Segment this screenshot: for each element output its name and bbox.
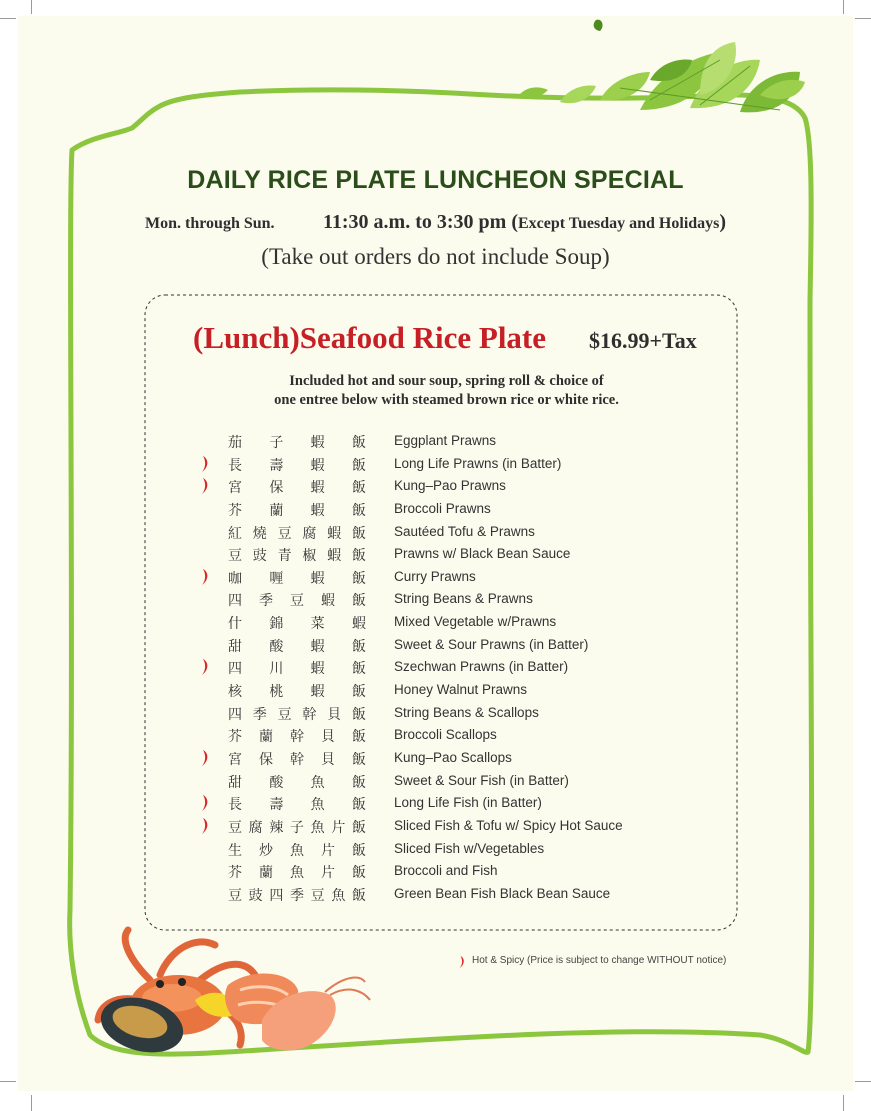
menu-item-chinese-name: 長 壽 蝦 飯 [228, 457, 366, 473]
chili-pepper-icon [200, 456, 210, 472]
menu-item-english-name: Honey Walnut Prawns [394, 682, 528, 698]
menu-item-chinese-name: 宮 保 蝦 飯 [228, 480, 366, 496]
menu-item [200, 475, 640, 498]
takeout-note: (Take out orders do not include Soup) [261, 244, 610, 269]
days-label: Mon. through Sun. [145, 215, 275, 232]
menu-item-english-name: Prawns w/ Black Bean Sauce [394, 546, 571, 562]
menu-item-chinese-name: 什 錦 菜 蝦 [228, 616, 366, 632]
menu-item [200, 679, 640, 702]
menu-item [200, 883, 640, 906]
time-label: 11:30 a.m. to 3:30 pm ( [323, 211, 518, 233]
menu-item-english-name: Long Life Fish (in Batter) [394, 795, 542, 811]
menu-item-english-name: Broccoli Scallops [394, 727, 497, 743]
except-label: Except Tuesday and Holidays [517, 215, 720, 232]
menu-item [200, 566, 640, 589]
chili-pepper-icon [200, 795, 210, 811]
business-hours [145, 211, 765, 234]
menu-item-chinese-name: 芥 蘭 幹 貝 飯 [228, 729, 366, 745]
menu-item-chinese-name: 生 炒 魚 片 飯 [228, 842, 366, 858]
menu-item [200, 724, 640, 747]
menu-item-english-name: String Beans & Prawns [394, 591, 533, 607]
menu-item-english-name: Long Life Prawns (in Batter) [394, 455, 562, 471]
menu-item [200, 792, 640, 815]
menu-item-chinese-name: 芥 蘭 蝦 飯 [228, 502, 366, 518]
menu-item-chinese-name: 豆 豉 青 椒 蝦 飯 [228, 548, 366, 564]
menu-item-english-name: Green Bean Fish Black Bean Sauce [394, 885, 611, 901]
menu-item [200, 656, 640, 679]
menu-item-chinese-name: 豆 腐 辣 子 魚 片 飯 [228, 819, 366, 835]
menu-item-chinese-name: 豆 豉 四 季 豆 魚 飯 [228, 887, 366, 903]
menu-item-english-name: Sweet & Sour Prawns (in Batter) [394, 636, 589, 652]
menu-item-chinese-name: 長 壽 魚 飯 [228, 797, 366, 813]
menu-item [200, 747, 640, 770]
menu-item [200, 453, 640, 476]
menu-item-english-name: Sliced Fish & Tofu w/ Spicy Hot Sauce [394, 817, 623, 833]
chili-pepper-icon [458, 956, 466, 968]
menu-item-english-name: Eggplant Prawns [394, 433, 497, 448]
seafood-illustration-icon [95, 930, 370, 1061]
menu-item [200, 838, 640, 861]
included-line-1: Included hot and sour soup, spring roll & choice of [289, 373, 604, 389]
chili-pepper-icon [200, 569, 210, 585]
included-note [0, 372, 871, 410]
menu-item-english-name: String Beans & Scallops [394, 704, 539, 720]
menu-item-chinese-name: 咖 喱 蝦 飯 [228, 570, 366, 586]
menu-item-english-name: Kung–Pao Prawns [394, 478, 506, 494]
chili-pepper-icon [200, 478, 210, 494]
menu-item [200, 498, 640, 521]
included-line-2: one entree below with steamed brown rice or white rice. [274, 392, 619, 408]
menu-item-english-name: Szechwan Prawns (in Batter) [394, 659, 569, 675]
footer-note [458, 953, 726, 966]
menu-item [200, 702, 640, 725]
page-title: DAILY RICE PLATE LUNCHEON SPECIAL [187, 166, 684, 194]
menu-item-english-name: Sautéed Tofu & Prawns [394, 523, 535, 539]
menu-item-chinese-name: 甜 酸 蝦 飯 [228, 638, 366, 654]
panel-title: (Lunch)Seafood Rice Plate [193, 320, 547, 355]
chili-pepper-icon [200, 818, 210, 834]
menu-item [200, 611, 640, 634]
menu-item-english-name: Broccoli Prawns [394, 500, 491, 516]
menu-item-english-name: Broccoli and Fish [394, 863, 498, 879]
menu-item [200, 588, 640, 611]
chili-pepper-icon [200, 659, 210, 675]
menu-item [200, 860, 640, 883]
menu-item-english-name: Curry Prawns [394, 568, 476, 584]
menu-item [200, 430, 640, 453]
menu-item [200, 770, 640, 793]
menu-item-english-name: Kung–Pao Scallops [394, 749, 512, 765]
footer-note-text: Hot & Spicy (Price is subject to change WITHOUT notice) [472, 955, 727, 966]
menu-item-english-name: Mixed Vegetable w/Prawns [394, 614, 557, 630]
menu-item-chinese-name: 核 桃 蝦 飯 [228, 684, 366, 700]
menu-item-english-name: Sliced Fish w/Vegetables [394, 840, 545, 856]
time-close: ) [719, 211, 727, 233]
menu-item-chinese-name: 芥 蘭 魚 片 飯 [228, 865, 366, 881]
menu-item-chinese-name: 甜 酸 魚 飯 [228, 774, 366, 790]
price-label: $16.99+Tax [589, 328, 697, 353]
leaves-icon [520, 20, 805, 113]
menu-item-chinese-name: 茄 子 蝦 飯 [228, 435, 366, 450]
menu-item-chinese-name: 四 季 豆 幹 貝 飯 [228, 706, 366, 722]
menu-item [200, 521, 640, 544]
menu-item [200, 634, 640, 657]
menu-item-chinese-name: 紅 燒 豆 腐 蝦 飯 [228, 525, 366, 541]
menu-item-chinese-name: 宮 保 幹 貝 飯 [228, 751, 366, 767]
menu-item-english-name: Sweet & Sour Fish (in Batter) [394, 772, 569, 788]
menu-item-chinese-name: 四 川 蝦 飯 [228, 661, 366, 677]
menu-item [200, 543, 640, 566]
menu-item [200, 815, 640, 838]
menu-item-chinese-name: 四 季 豆 蝦 飯 [228, 593, 366, 609]
menu-list [200, 430, 640, 905]
chili-pepper-icon [200, 750, 210, 766]
